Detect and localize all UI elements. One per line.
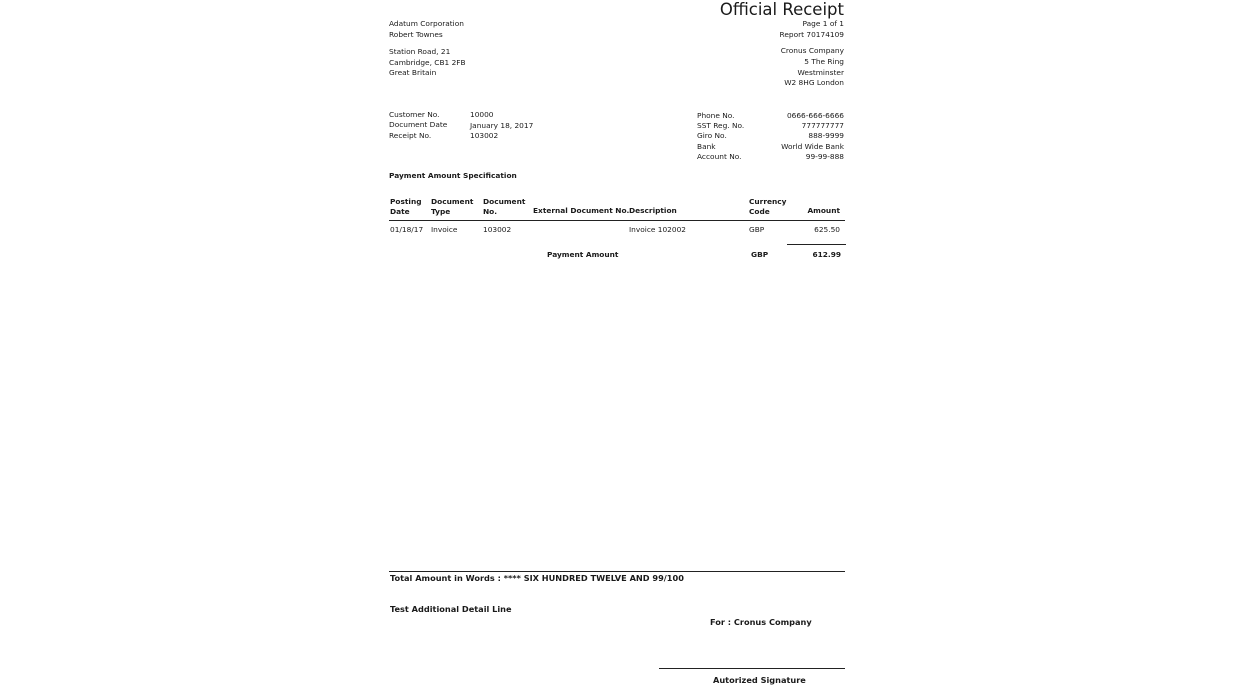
column-header-line: Currency [749,197,787,206]
signature-line [659,668,845,669]
report-number: Report 70174109 [779,30,844,39]
cell-document-no: 103002 [483,225,512,234]
payment-amount-total: 612.99 [812,250,841,259]
company-address-line: Cronus Company [780,46,844,55]
column-header-document-no [483,197,525,216]
receipt-no-value: 103002 [470,131,499,140]
customer-address-line: Station Road, 21 [389,47,451,56]
payment-amount-currency: GBP [751,250,769,259]
column-header-description: Description [629,206,677,215]
column-header-line: Document [483,197,526,206]
bank-value: World Wide Bank [781,142,844,151]
phone-no-label: Phone No. [697,111,735,120]
account-no-value: 99-99-888 [805,152,844,161]
giro-no-label: Giro No. [697,131,727,140]
column-header-line: Type [431,206,451,216]
customer-no-label: Customer No. [389,110,440,119]
phone-no-value: 0666-666-6666 [786,111,844,120]
cell-amount: 625.50 [814,225,840,234]
company-address-line: Westminster [797,68,844,77]
column-header-posting-date [390,197,422,216]
page-title: Official Receipt [719,0,844,19]
customer-address-line: Cambridge, CB1 2FB [389,58,466,67]
customer-no-value: 10000 [470,110,494,119]
account-no-label: Account No. [697,152,742,161]
column-header-currency-code [749,197,786,216]
column-header-line: Date [390,206,410,216]
column-header-amount: Amount [807,206,840,215]
giro-no-value: 888-9999 [808,131,844,140]
column-header-external-document-no: External Document No. [533,206,630,215]
receipt-no-label: Receipt No. [389,131,432,140]
document-date-label: Document Date [389,120,448,129]
signature-label: Autorized Signature [713,675,806,685]
additional-detail-line: Test Additional Detail Line [390,604,512,614]
column-header-document-type [431,197,473,216]
column-header-line: Document [431,197,474,206]
document-date-value: January 18, 2017 [470,121,534,130]
cell-document-type: Invoice [431,225,458,234]
customer-contact: Robert Townes [389,30,443,39]
total-divider [787,244,846,245]
customer-name: Adatum Corporation [389,19,464,28]
column-header-line: Posting [390,197,422,206]
table-header-divider [389,220,845,221]
sst-reg-label: SST Reg. No. [697,121,745,130]
company-address-line: 5 The Ring [804,57,844,66]
company-address-line: W2 8HG London [784,78,844,87]
bank-label: Bank [697,142,716,151]
section-title: Payment Amount Specification [389,171,517,180]
page-number: Page 1 of 1 [802,19,844,28]
sst-reg-value: 777777777 [801,121,844,130]
cell-currency-code: GBP [749,225,765,234]
total-amount-in-words: Total Amount in Words : **** SIX HUNDRED TWELVE AND 99/100 [390,573,684,583]
customer-address-line: Great Britain [389,68,437,77]
column-header-line: No. [483,206,498,216]
for-company: For : Cronus Company [710,617,812,627]
cell-description: Invoice 102002 [629,225,686,234]
column-header-line: Code [749,206,770,216]
payment-amount-label: Payment Amount [547,250,619,259]
cell-posting-date: 01/18/17 [390,225,424,234]
